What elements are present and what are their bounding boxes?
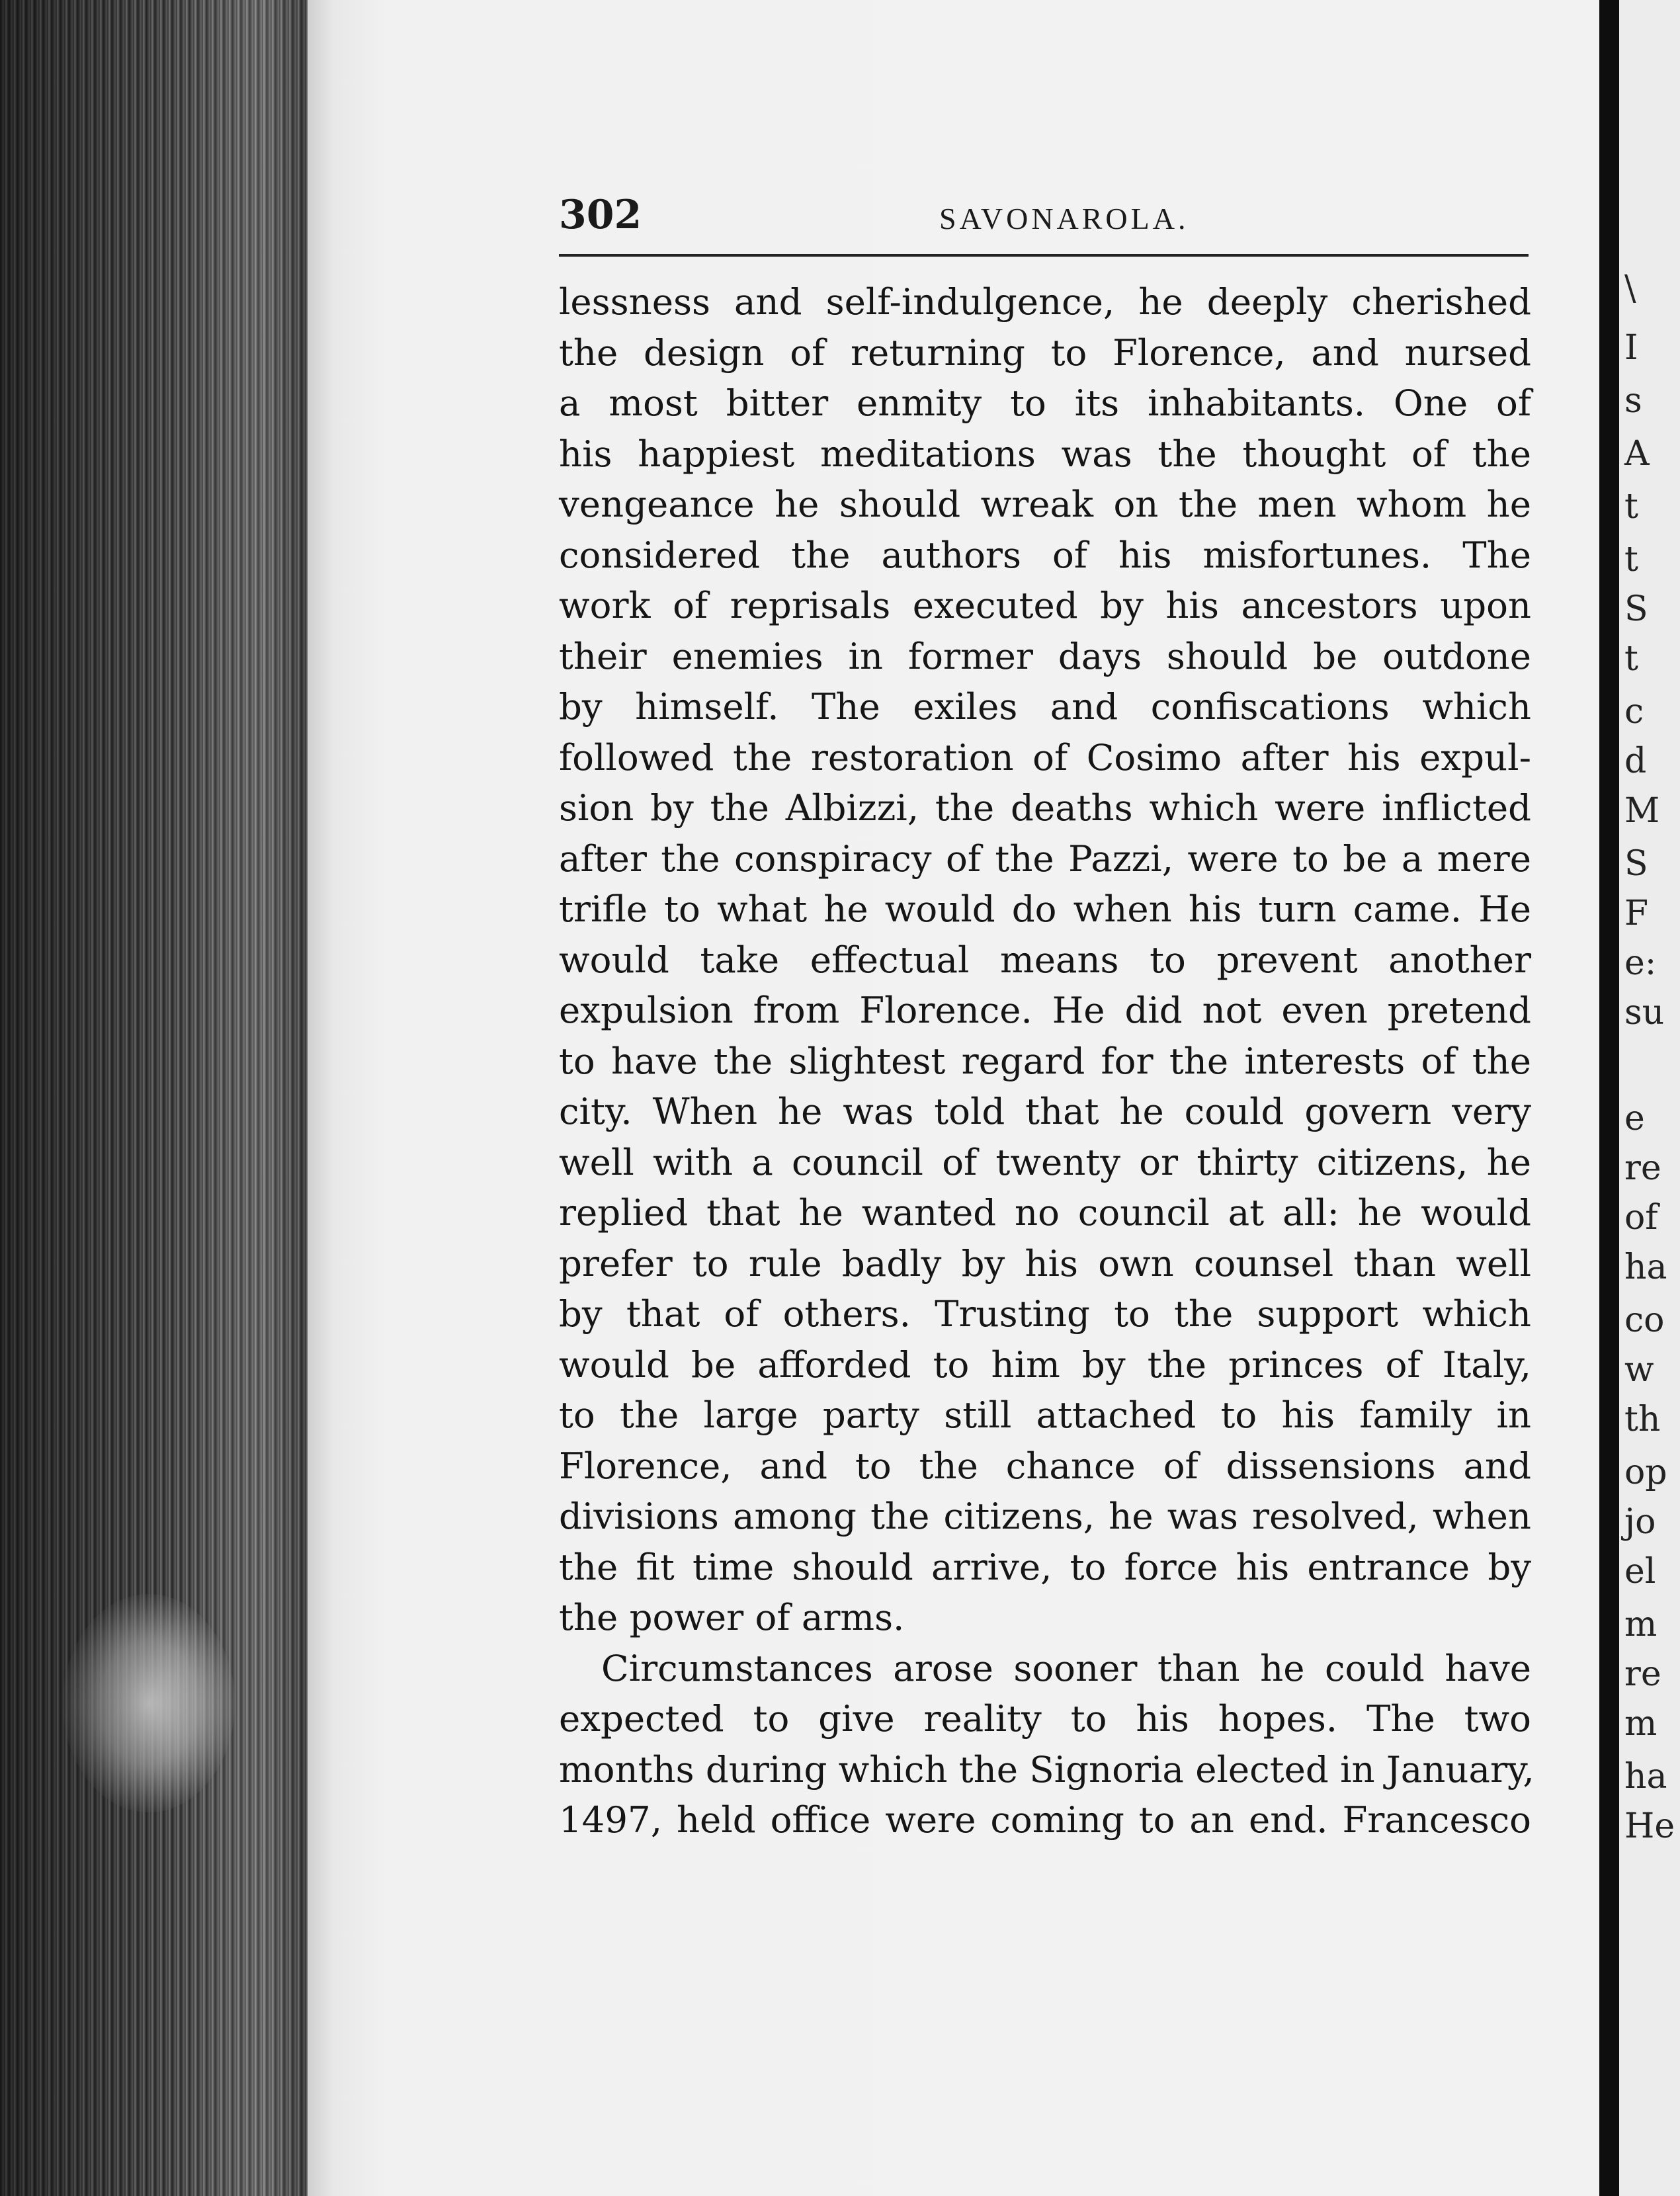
- text-line: by himself. The exiles and confiscations which: [559, 685, 1531, 728]
- facing-page-fragment: S: [1624, 844, 1648, 884]
- facing-page-fragment: w: [1624, 1350, 1654, 1390]
- book-page-edges: [0, 0, 311, 2196]
- facing-page-fragment: M: [1624, 791, 1660, 831]
- facing-page-fragment: t: [1624, 487, 1638, 527]
- text-line: followed the restoration of Cosimo after his expul-: [559, 736, 1531, 779]
- text-line: expulsion from Florence. He did not even pretend: [559, 989, 1531, 1031]
- text-line: would be afforded to him by the princes of Italy,: [559, 1343, 1531, 1386]
- running-head: [559, 192, 1529, 245]
- facing-page-fragment: ha: [1624, 1247, 1667, 1287]
- facing-page-fragment: s: [1624, 381, 1642, 421]
- running-title: SAVONAROLA.: [939, 202, 1189, 235]
- facing-page-fragment: t: [1624, 540, 1638, 579]
- facing-page-fragment: S: [1624, 589, 1648, 629]
- text-line: his happiest meditations was the thought of the: [559, 432, 1531, 475]
- text-line: sion by the Albizzi, the deaths which were inflicted: [559, 786, 1531, 829]
- facing-page-fragment: \: [1624, 269, 1636, 308]
- text-line: trifle to what he would do when his turn came. He: [559, 888, 1531, 930]
- text-line: expected to give reality to his hopes. The two: [559, 1697, 1531, 1740]
- facing-page-fragment: t: [1624, 639, 1638, 679]
- facing-page-fragment: m: [1624, 1605, 1658, 1644]
- facing-page-fragment: I: [1624, 328, 1638, 368]
- text-line: 1497, held office were coming to an end. Francesco: [559, 1798, 1531, 1841]
- text-line: divisions among the citizens, he was resolved, when: [559, 1495, 1531, 1537]
- text-line: replied that he wanted no council at all: he would: [559, 1191, 1531, 1234]
- header-rule: [559, 254, 1529, 257]
- text-line: work of reprisals executed by his ancestors upon: [559, 584, 1531, 626]
- text-line: to the large party still attached to his family in: [559, 1394, 1531, 1436]
- text-line: after the conspiracy of the Pazzi, were to be a mere: [559, 837, 1531, 880]
- text-line: considered the authors of his misfortunes. The: [559, 533, 1531, 576]
- page-number: 302: [559, 192, 642, 238]
- text-line: the fit time should arrive, to force his entrance by: [559, 1545, 1531, 1588]
- facing-page-fragment: d: [1624, 741, 1647, 781]
- book-gutter: [1599, 0, 1619, 2196]
- facing-page-fragment: re: [1624, 1148, 1661, 1188]
- text-line: vengeance he should wreak on the men whom he: [559, 483, 1531, 525]
- facing-page-fragment: re: [1624, 1654, 1661, 1694]
- text-line: the design of returning to Florence, and nursed: [559, 331, 1531, 374]
- text-line: city. When he was told that he could govern very: [559, 1090, 1531, 1132]
- facing-page-fragment: F: [1624, 894, 1649, 933]
- text-line: Florence, and to the chance of dissensions and: [559, 1444, 1531, 1487]
- facing-page-edge: [1619, 0, 1680, 2196]
- facing-page-fragment: c: [1624, 692, 1644, 732]
- text-line: well with a council of twenty or thirty citizens, he: [559, 1140, 1531, 1183]
- text-line: the power of arms.: [559, 1596, 905, 1638]
- text-line: prefer to rule badly by his own counsel than well: [559, 1242, 1531, 1285]
- facing-page-fragment: e:: [1624, 943, 1657, 983]
- facing-page-fragment: of: [1624, 1198, 1658, 1238]
- facing-page-fragment: He: [1624, 1806, 1675, 1846]
- text-line: to have the slightest regard for the interests of the: [559, 1039, 1531, 1082]
- facing-page-fragment: A: [1624, 434, 1650, 474]
- text-line: months during which the Signoria elected in January,: [559, 1748, 1534, 1791]
- text-line: a most bitter enmity to its inhabitants. One of: [559, 382, 1531, 424]
- text-line: by that of others. Trusting to the support which: [559, 1292, 1531, 1335]
- text-line: lessness and self-indulgence, he deeply cherished: [559, 280, 1531, 323]
- facing-page-fragment: e: [1624, 1099, 1645, 1138]
- text-line: would take effectual means to prevent another: [559, 938, 1531, 981]
- facing-page-fragment: op: [1624, 1453, 1667, 1492]
- text-line: Circumstances arose sooner than he could have: [601, 1646, 1531, 1689]
- paper-stain: [63, 1594, 235, 1812]
- text-line: their enemies in former days should be outdone: [559, 634, 1531, 677]
- facing-page-fragment: co: [1624, 1300, 1665, 1340]
- facing-page-fragment: jo: [1624, 1502, 1656, 1542]
- facing-page-fragment: ha: [1624, 1757, 1667, 1796]
- facing-page-fragment: el: [1624, 1552, 1656, 1591]
- facing-page-fragment: m: [1624, 1704, 1658, 1744]
- facing-page-fragment: th: [1624, 1400, 1661, 1439]
- body-text: [559, 276, 1534, 1845]
- facing-page-fragment: su: [1624, 993, 1665, 1033]
